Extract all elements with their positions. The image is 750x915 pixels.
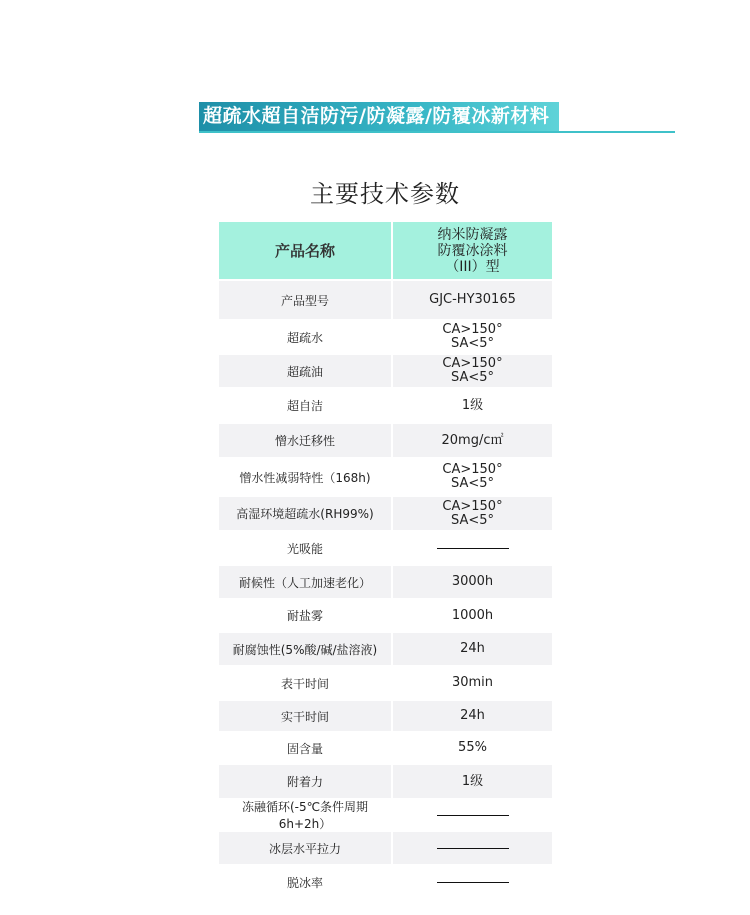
param-value-line: CA>150°: [442, 498, 503, 514]
param-value-line: 1级: [461, 773, 484, 789]
param-label: 冰层水平拉力: [219, 832, 391, 864]
table-row: [219, 733, 552, 763]
param-value-line: 30min: [451, 675, 494, 690]
param-label: 实干时间: [219, 701, 391, 731]
param-value: [393, 281, 552, 319]
table-row: [219, 321, 552, 353]
param-value-line: 55%: [458, 740, 487, 755]
param-value-line: CA>150°: [442, 356, 503, 371]
empty-value-dash: [437, 882, 509, 883]
param-value-line: 1级: [461, 397, 484, 413]
param-value-line: SA<5°: [450, 336, 495, 351]
header-product-name: [393, 222, 552, 279]
table-row: [219, 497, 552, 530]
param-value: [393, 800, 552, 830]
param-value: [393, 866, 552, 898]
param-value: [393, 667, 552, 699]
param-value-line: SA<5°: [450, 476, 495, 491]
param-value: [393, 389, 552, 422]
header-product-line: 纳米防凝露: [437, 226, 508, 243]
table-row: [219, 355, 552, 387]
header-product-line: （III）型: [445, 258, 500, 275]
param-value: [393, 733, 552, 763]
param-label: 固含量: [219, 733, 391, 763]
param-value: [393, 701, 552, 731]
param-value: [393, 832, 552, 864]
param-label: 冻融循环(-5℃条件周期6h+2h）: [219, 800, 391, 830]
table-header-row: [219, 222, 552, 279]
param-value: [393, 633, 552, 665]
param-value-line: 3000h: [451, 574, 494, 589]
table-row: [219, 459, 552, 495]
param-label: 高湿环境超疏水(RH99%): [219, 497, 391, 530]
param-label: 憎水性减弱特性（168h): [219, 459, 391, 495]
table-row: [219, 389, 552, 422]
param-label: 憎水迁移性: [219, 424, 391, 457]
param-label: 表干时间: [219, 667, 391, 699]
param-value-line: CA>150°: [442, 462, 503, 477]
table-row: [219, 633, 552, 665]
param-value: [393, 765, 552, 798]
param-value: [393, 321, 552, 353]
param-label: 耐盐雾: [219, 600, 391, 631]
header-name-label: 产品名称: [219, 222, 391, 279]
param-label: 超疏油: [219, 355, 391, 387]
table-row: [219, 765, 552, 798]
param-value: [393, 355, 552, 387]
table-row: [219, 566, 552, 598]
param-value-line: SA<5°: [450, 512, 495, 528]
table-row: [219, 532, 552, 564]
table-row: [219, 667, 552, 699]
table-row: [219, 866, 552, 898]
param-value-line: CA>150°: [442, 322, 503, 337]
empty-value-dash: [437, 815, 509, 816]
param-value-line: 24h: [460, 641, 485, 656]
param-value: [393, 459, 552, 495]
table-row: [219, 600, 552, 631]
param-value-line: SA<5°: [450, 370, 495, 385]
param-label: 光吸能: [219, 532, 391, 564]
param-value: [393, 497, 552, 530]
param-label: 附着力: [219, 765, 391, 798]
param-label: 产品型号: [219, 281, 391, 319]
param-value-line: 1000h: [451, 607, 494, 623]
banner-underline: [199, 131, 675, 133]
param-label: 耐候性（人工加速老化）: [219, 566, 391, 598]
param-value-line: GJC-HY30165: [429, 292, 516, 307]
table-row: [219, 701, 552, 731]
spec-table: [219, 222, 552, 900]
table-row: [219, 424, 552, 457]
param-value: [393, 600, 552, 631]
param-label: 脱冰率: [219, 866, 391, 898]
param-value: [393, 424, 552, 457]
param-value: [393, 566, 552, 598]
page-title: 主要技术参数: [310, 180, 460, 208]
param-label: 超自洁: [219, 389, 391, 422]
table-row: [219, 832, 552, 864]
banner-title: 超疏水超自洁防污/防凝露/防覆冰新材料: [199, 102, 559, 131]
empty-value-dash: [437, 548, 509, 549]
empty-value-dash: [437, 848, 509, 849]
param-value-line: 24h: [460, 708, 485, 723]
param-value-line: 20mg/c㎡: [441, 432, 504, 448]
header-product-line: 防覆冰涂料: [437, 242, 508, 259]
param-label: 耐腐蚀性(5%酸/碱/盐溶液): [219, 633, 391, 665]
table-row: [219, 281, 552, 319]
param-value: [393, 532, 552, 564]
table-row: [219, 800, 552, 830]
param-label: 超疏水: [219, 321, 391, 353]
